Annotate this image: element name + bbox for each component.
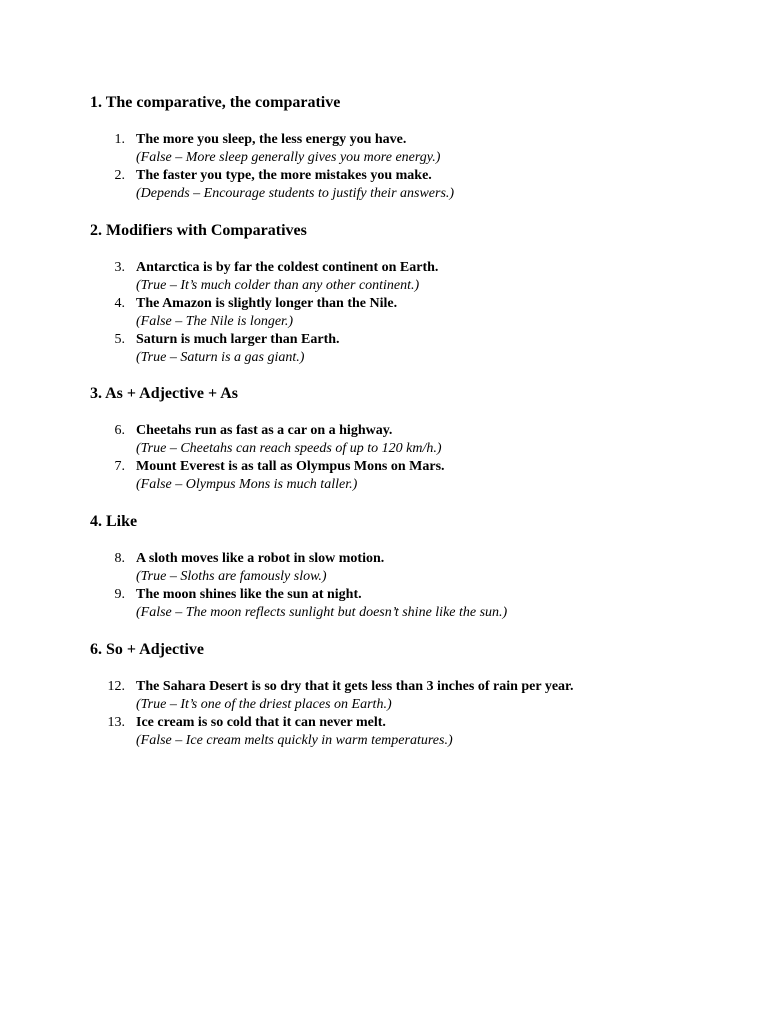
question-list (90, 678, 730, 750)
item-answer: (True – Saturn is a gas giant.) (136, 350, 305, 365)
item-number: 6. (114, 423, 125, 438)
item-answer: (False – More sleep generally gives you more energy.) (136, 150, 441, 165)
item-number: 12. (107, 679, 125, 694)
question-list (90, 550, 730, 622)
section-5 (90, 641, 730, 750)
list-item (90, 550, 730, 586)
item-answer: (True – Sloths are famously slow.) (136, 569, 327, 584)
item-statement: Saturn is much larger than Earth. (136, 332, 340, 347)
question-list (90, 259, 730, 367)
item-answer: (False – The moon reflects sunlight but doesn’t shine like the sun.) (136, 605, 508, 620)
item-statement: The Sahara Desert is so dry that it gets less than 3 inches of rain per year. (136, 679, 574, 694)
item-number: 3. (114, 260, 125, 275)
section-heading: 4. Like (90, 513, 138, 530)
item-number: 4. (114, 296, 125, 311)
item-number: 7. (114, 459, 125, 474)
section-4 (90, 513, 730, 622)
item-statement: Antarctica is by far the coldest continent on Earth. (136, 260, 439, 275)
item-number: 1. (114, 132, 125, 147)
item-answer: (False – The Nile is longer.) (136, 314, 294, 329)
list-item (90, 678, 730, 714)
list-item (90, 586, 730, 622)
list-item (90, 458, 730, 494)
section-heading: 1. The comparative, the comparative (90, 94, 341, 111)
item-statement: Cheetahs run as fast as a car on a highway. (136, 423, 393, 438)
item-statement: The faster you type, the more mistakes you make. (136, 168, 432, 183)
section-heading: 6. So + Adjective (90, 641, 204, 658)
list-item (90, 295, 730, 331)
item-number: 13. (107, 715, 125, 730)
question-list (90, 422, 730, 494)
item-answer: (Depends – Encourage students to justify their answers.) (136, 186, 455, 201)
list-item (90, 167, 730, 203)
section-2 (90, 222, 730, 367)
item-answer: (False – Olympus Mons is much taller.) (136, 477, 358, 492)
item-answer: (True – Cheetahs can reach speeds of up to 120 km/h.) (136, 441, 442, 456)
item-answer: (True – It’s much colder than any other continent.) (136, 278, 420, 293)
item-statement: The moon shines like the sun at night. (136, 587, 362, 602)
section-3 (90, 385, 730, 494)
question-list (90, 131, 730, 203)
item-statement: The more you sleep, the less energy you have. (136, 132, 407, 147)
item-statement: Ice cream is so cold that it can never melt. (136, 715, 386, 730)
item-statement: The Amazon is slightly longer than the Nile. (136, 296, 398, 311)
section-heading: 2. Modifiers with Comparatives (90, 222, 307, 239)
item-answer: (False – Ice cream melts quickly in warm temperatures.) (136, 733, 453, 748)
item-number: 5. (114, 332, 125, 347)
item-number: 9. (114, 587, 125, 602)
section-1 (90, 94, 730, 203)
item-answer: (True – It’s one of the driest places on Earth.) (136, 697, 392, 712)
section-heading: 3. As + Adjective + As (90, 385, 239, 402)
list-item (90, 714, 730, 750)
list-item (90, 259, 730, 295)
list-item (90, 331, 730, 367)
list-item (90, 422, 730, 458)
item-number: 2. (114, 168, 125, 183)
item-statement: Mount Everest is as tall as Olympus Mons on Mars. (136, 459, 445, 474)
list-item (90, 131, 730, 167)
item-number: 8. (114, 551, 125, 566)
item-statement: A sloth moves like a robot in slow motion. (136, 551, 385, 566)
